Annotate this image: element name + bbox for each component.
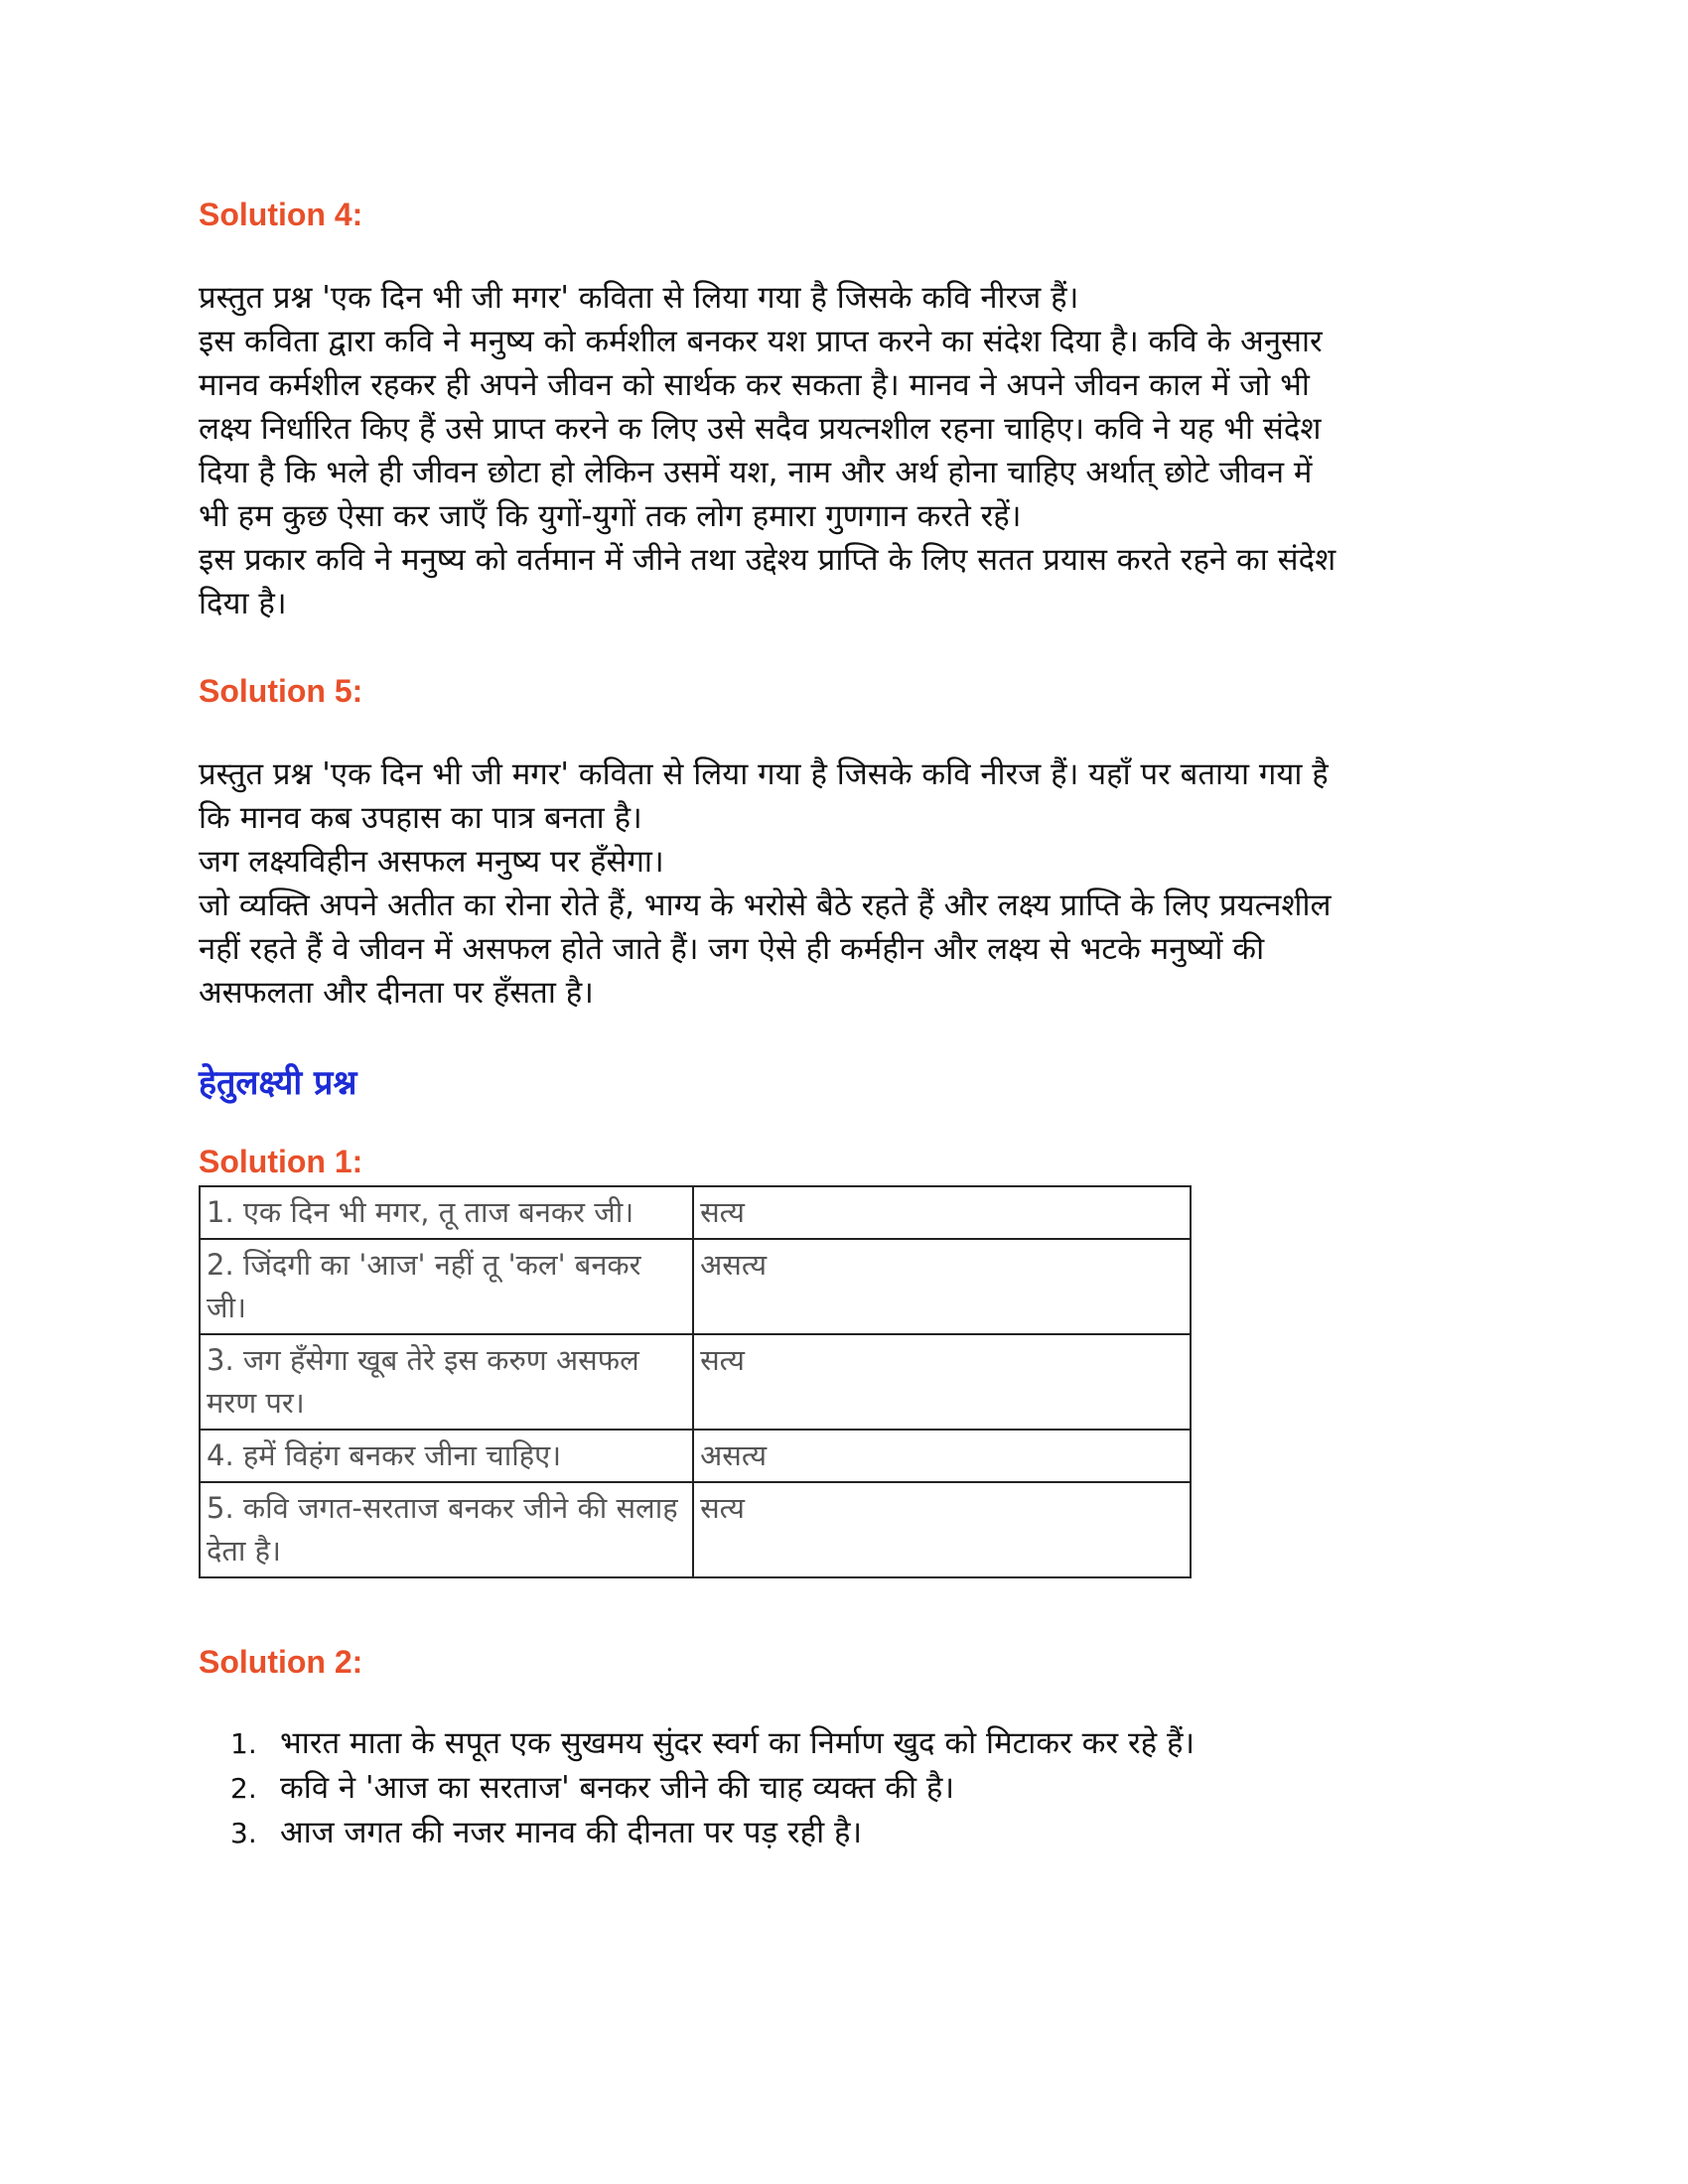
table-row <box>200 1239 1191 1334</box>
list-number: 2. <box>230 1772 257 1805</box>
statement-cell: 1. एक दिन भी मगर, तू ताज बनकर जी। <box>200 1186 693 1239</box>
solution-4-line: दिया है। <box>199 586 287 621</box>
list-text: आज जगत की नजर मानव की दीनता पर पड़ रही है। <box>280 1815 863 1850</box>
table-row <box>200 1186 1191 1239</box>
solution-4-line: इस कविता द्वारा कवि ने मनुष्य को कर्मशील बनकर यश प्राप्त करने का संदेश दिया है। कवि के अनुसार <box>199 324 1323 359</box>
solution-4-heading: Solution 4: <box>199 197 363 232</box>
solution-5-line: प्रस्तुत प्रश्न 'एक दिन भी जी मगर' कविता से लिया गया है जिसके कवि नीरज हैं। यहाँ पर बताया गया है <box>199 756 1329 792</box>
statement-cell: 4. हमें विहंग बनकर जीना चाहिए। <box>200 1430 693 1482</box>
solution-4-line: इस प्रकार कवि ने मनुष्य को वर्तमान में जीने तथा उद्देश्य प्राप्ति के लिए सतत प्रयास करते रहने का संदेश <box>199 542 1336 578</box>
solution-4-line: दिया है कि भले ही जीवन छोटा हो लेकिन उसमें यश, नाम और अर्थ होना चाहिए अर्थात् छोटे जीवन में <box>199 455 1313 490</box>
solution-5-heading: Solution 5: <box>199 673 363 709</box>
solution-5-line: जग लक्ष्यविहीन असफल मनुष्य पर हँसेगा। <box>199 844 664 880</box>
solution-5-line: नहीं रहते हैं वे जीवन में असफल होते जाते हैं। जग ऐसे ही कर्महीन और लक्ष्य से भटके मनुष्यों की <box>199 931 1265 967</box>
section-heading: हेतुलक्ष्यी प्रश्न <box>199 1063 357 1103</box>
solution-5-answer <box>199 752 1499 1015</box>
answer-cell: असत्य <box>693 1239 1191 1334</box>
answer-cell: सत्य <box>693 1334 1191 1430</box>
list-number: 3. <box>230 1817 257 1849</box>
solution-1-heading: Solution 1: <box>199 1144 363 1179</box>
list-item <box>199 1766 1499 1811</box>
statement-cell: 3. जग हँसेगा खूब तेरे इस करुण असफल मरण पर। <box>200 1334 693 1430</box>
answer-cell: सत्य <box>693 1186 1191 1239</box>
document-content <box>199 195 1499 1855</box>
table-row <box>200 1430 1191 1482</box>
solution-5-line: कि मानव कब उपहास का पात्र बनता है। <box>199 800 642 836</box>
answer-list <box>199 1721 1499 1855</box>
table-row <box>200 1334 1191 1430</box>
solution-4-line: प्रस्तुत प्रश्न 'एक दिन भी जी मगर' कविता से लिया गया है जिसके कवि नीरज हैं। <box>199 280 1079 316</box>
true-false-table <box>199 1185 1192 1578</box>
solution-4-line: मानव कर्मशील रहकर ही अपने जीवन को सार्थक कर सकता है। मानव ने अपने जीवन काल में जो भी <box>199 367 1310 403</box>
solution-4-line: भी हम कुछ ऐसा कर जाएँ कि युगों-युगों तक लोग हमारा गुणगान करते रहें। <box>199 498 1022 534</box>
list-item <box>199 1811 1499 1855</box>
list-item <box>199 1721 1499 1766</box>
statement-cell: 5. कवि जगत-सरताज बनकर जीने की सलाह देता है। <box>200 1482 693 1577</box>
solution-5-line: जो व्यक्ति अपने अतीत का रोना रोते हैं, भाग्य के भरोसे बैठे रहते हैं और लक्ष्य प्राप्ति के लिए प्रयत्नशील <box>199 887 1332 923</box>
solution-4-line: लक्ष्य निर्धारित किए हैं उसे प्राप्त करने क लिए उसे सदैव प्रयत्नशील रहना चाहिए। कवि ने यह भी संदेश <box>199 411 1322 447</box>
solution-5-line: असफलता और दीनता पर हँसता है। <box>199 975 594 1011</box>
list-text: कवि ने 'आज का सरताज' बनकर जीने की चाह व्यक्त की है। <box>280 1770 955 1806</box>
statement-cell: 2. जिंदगी का 'आज' नहीं तू 'कल' बनकर जी। <box>200 1239 693 1334</box>
table-row <box>200 1482 1191 1577</box>
solution-4-answer <box>199 276 1499 625</box>
solution-2-heading: Solution 2: <box>199 1644 363 1680</box>
list-number: 1. <box>230 1727 257 1760</box>
answer-cell: असत्य <box>693 1430 1191 1482</box>
list-text: भारत माता के सपूत एक सुखमय सुंदर स्वर्ग का निर्माण खुद को मिटाकर कर रहे हैं। <box>280 1725 1196 1761</box>
answer-cell: सत्य <box>693 1482 1191 1577</box>
